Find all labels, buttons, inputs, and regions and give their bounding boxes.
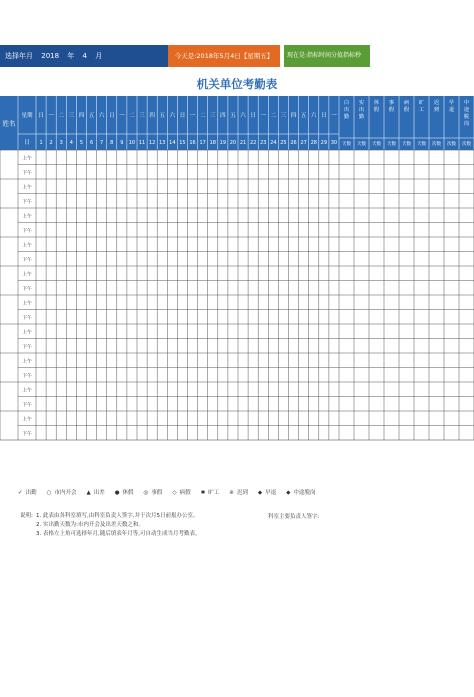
summary-header: 实出勤 [358, 100, 365, 120]
notes-label: 说明: [20, 513, 33, 519]
date-cell: 18 [209, 140, 216, 146]
summary-unit: 天数 [402, 142, 411, 147]
date-cell: 3 [59, 140, 63, 146]
date-cell: 1 [39, 140, 43, 146]
date-cell: 14 [169, 140, 176, 146]
name-header: 姓名 [2, 119, 16, 128]
half-day-label: 上午 [22, 243, 32, 249]
half-day-label: 上午 [22, 272, 32, 278]
weekday-cell: 二 [270, 113, 277, 119]
summary-header: 中途脱岗 [463, 100, 470, 127]
legend-symbol: ◇ [172, 490, 177, 496]
legend-label: 事假 [151, 490, 163, 496]
signature-label: 科室主要负责人签字: [268, 514, 320, 520]
date-cell: 6 [89, 140, 94, 146]
half-day-label: 下午 [22, 373, 32, 379]
date-cell: 19 [219, 140, 227, 146]
legend-symbol: ◎ [143, 490, 149, 496]
legend-label: 旷工 [208, 490, 220, 496]
weekday-cell: 五 [88, 113, 95, 119]
summary-unit: 天数 [342, 142, 351, 147]
weekday-cell: 四 [149, 113, 155, 119]
weekday-cell: 日 [321, 113, 327, 119]
summary-header: 早退 [448, 100, 455, 113]
legend-item [172, 488, 190, 496]
date-cell: 25 [280, 140, 287, 146]
weekday-cell: 六 [240, 113, 246, 119]
legend-item [47, 488, 77, 496]
weekday-cell: 日 [250, 113, 256, 119]
summary-header: 病假 [403, 100, 410, 113]
weekday-cell: 一 [260, 113, 267, 119]
weekday-cell: 六 [310, 113, 317, 119]
weekday-cell: 五 [300, 113, 307, 119]
date-cell: 11 [138, 140, 146, 146]
date-cell: 10 [128, 140, 136, 146]
date-cell: 27 [300, 140, 307, 146]
date-cell: 15 [179, 140, 186, 146]
date-cell: 30 [330, 140, 338, 146]
half-day-label: 下午 [22, 315, 32, 321]
summary-header: 迟到 [433, 100, 440, 113]
weekday-cell: 一 [189, 113, 196, 119]
date-cell: 7 [100, 140, 104, 146]
half-day-label: 下午 [22, 170, 32, 176]
half-day-label: 下午 [22, 431, 32, 437]
weekday-cell: 四 [290, 113, 297, 119]
date-cell: 20 [229, 140, 237, 146]
date-cell: 17 [199, 140, 206, 146]
half-day-label: 下午 [22, 228, 32, 234]
date-cell: 24 [270, 140, 277, 146]
select-month-label: 选择年月 [5, 52, 33, 60]
summary-unit: 天数 [387, 142, 396, 147]
legend-label: 迟到 [236, 490, 248, 496]
half-day-label: 下午 [22, 199, 32, 205]
date-cell: 28 [310, 140, 317, 146]
legend-symbol: ○ [46, 490, 52, 496]
weekday-cell: 二 [199, 113, 206, 119]
weekday-cell: 四 [220, 113, 226, 119]
weekday-cell: 三 [280, 113, 287, 119]
legend-label: 市内开会 [54, 490, 77, 496]
date-cell: 23 [260, 140, 267, 146]
legend-item [229, 488, 248, 496]
date-cell: 2 [49, 140, 53, 146]
legend-label: 早退 [265, 490, 277, 496]
half-day-label: 下午 [22, 257, 32, 263]
summary-header: 事假 [388, 100, 395, 113]
summary-unit: 次数 [447, 142, 456, 147]
weekday-cell: 二 [58, 113, 65, 119]
summary-unit: 次数 [432, 142, 441, 147]
today-banner: 今天是:2018年5月4日【星期五】 [168, 45, 280, 67]
note-line-1: 1. 此表由各科室填写,由科室负责人签字,并于次月5日前报办公室。 [36, 513, 199, 519]
legend-item [201, 488, 220, 496]
legend-symbol: ✓ [18, 490, 23, 496]
date-cell: 22 [249, 140, 257, 146]
legend-item [115, 488, 134, 496]
weekday-cell: 三 [209, 113, 216, 119]
legend-label: 出勤 [25, 490, 37, 496]
legend-item [258, 488, 276, 496]
legend-label: 休假 [122, 490, 134, 496]
weekday-cell: 日 [108, 113, 115, 119]
legend-symbol: ● [114, 490, 120, 496]
attendance-grid [0, 96, 474, 468]
weekday-cell: 三 [68, 113, 75, 119]
summary-unit: 天数 [372, 142, 381, 147]
legend [18, 488, 325, 496]
legend-label: 病假 [179, 490, 191, 496]
half-day-label: 下午 [22, 286, 32, 292]
legend-symbol: ◆ [257, 490, 263, 496]
date-cell: 16 [189, 140, 196, 146]
date-cell: 21 [239, 140, 247, 146]
half-day-label: 上午 [22, 185, 32, 191]
date-cell: 12 [148, 140, 156, 146]
week-header: 星期 [21, 113, 33, 119]
weekday-cell: 五 [159, 113, 166, 119]
summary-header: 白出勤 [343, 100, 350, 120]
legend-symbol: ✱ [200, 490, 206, 496]
page-title: 机关单位考勤表 [196, 77, 278, 91]
summary-header: 旷工 [418, 100, 425, 113]
date-cell: 26 [290, 140, 297, 146]
weekday-cell: 日 [179, 113, 186, 119]
top-bar [0, 45, 474, 67]
legend-item [86, 488, 104, 496]
month-value[interactable]: 4 [82, 52, 87, 60]
legend-item [144, 488, 163, 496]
date-cell: 13 [159, 140, 166, 146]
year-value[interactable]: 2018 [41, 52, 60, 60]
weekday-cell: 一 [119, 113, 125, 119]
note-line-2: 2. 实出勤天数为:市内开会及出差天数之和。 [36, 522, 144, 528]
half-day-label: 上午 [22, 214, 32, 220]
half-day-label: 上午 [22, 417, 32, 423]
weekday-cell: 一 [331, 113, 337, 119]
year-unit: 年 [67, 52, 75, 60]
legend-symbol: ◆ [286, 490, 291, 496]
weekday-cell: 一 [48, 113, 54, 119]
weekday-cell: 六 [169, 113, 176, 119]
half-day-label: 下午 [22, 344, 32, 350]
weekday-cell: 三 [139, 113, 145, 119]
notes [20, 512, 201, 539]
legend-symbol: ※ [229, 490, 234, 496]
date-cell: 5 [79, 140, 84, 146]
half-day-label: 上午 [22, 156, 32, 162]
half-day-label: 上午 [22, 330, 32, 336]
date-cell: 4 [69, 140, 73, 146]
half-day-label: 上午 [22, 359, 32, 365]
weekday-cell: 四 [78, 113, 85, 119]
legend-item [18, 488, 37, 496]
weekday-cell: 六 [98, 113, 105, 119]
weekday-cell: 五 [230, 113, 236, 119]
month-selector-bar[interactable] [0, 45, 168, 67]
date-cell: 9 [120, 140, 124, 146]
summary-header: 休假 [373, 100, 380, 113]
date-cell: 8 [110, 140, 114, 146]
half-day-label: 下午 [22, 402, 32, 408]
note-line-3: 3. 表格左上角可选择年月,随后填表年月等,可自动生成当月考勤表。 [36, 531, 201, 537]
summary-unit: 次数 [462, 142, 471, 147]
weekday-cell: 二 [129, 113, 135, 119]
date-cell: 29 [320, 140, 328, 146]
half-day-label: 上午 [22, 301, 32, 307]
legend-item [286, 488, 315, 496]
month-unit: 月 [95, 52, 103, 60]
legend-label: 中途脱岗 [293, 490, 316, 496]
legend-symbol: ▲ [86, 490, 91, 496]
current-time-banner: 现在是:指标时间分值指标秒 [284, 45, 370, 67]
half-day-label: 上午 [22, 388, 32, 394]
summary-unit: 天数 [357, 142, 366, 147]
summary-unit: 天数 [417, 142, 426, 147]
weekday-cell: 日 [38, 113, 44, 119]
legend-label: 出差 [93, 490, 105, 496]
date-header: 日 [24, 140, 30, 146]
